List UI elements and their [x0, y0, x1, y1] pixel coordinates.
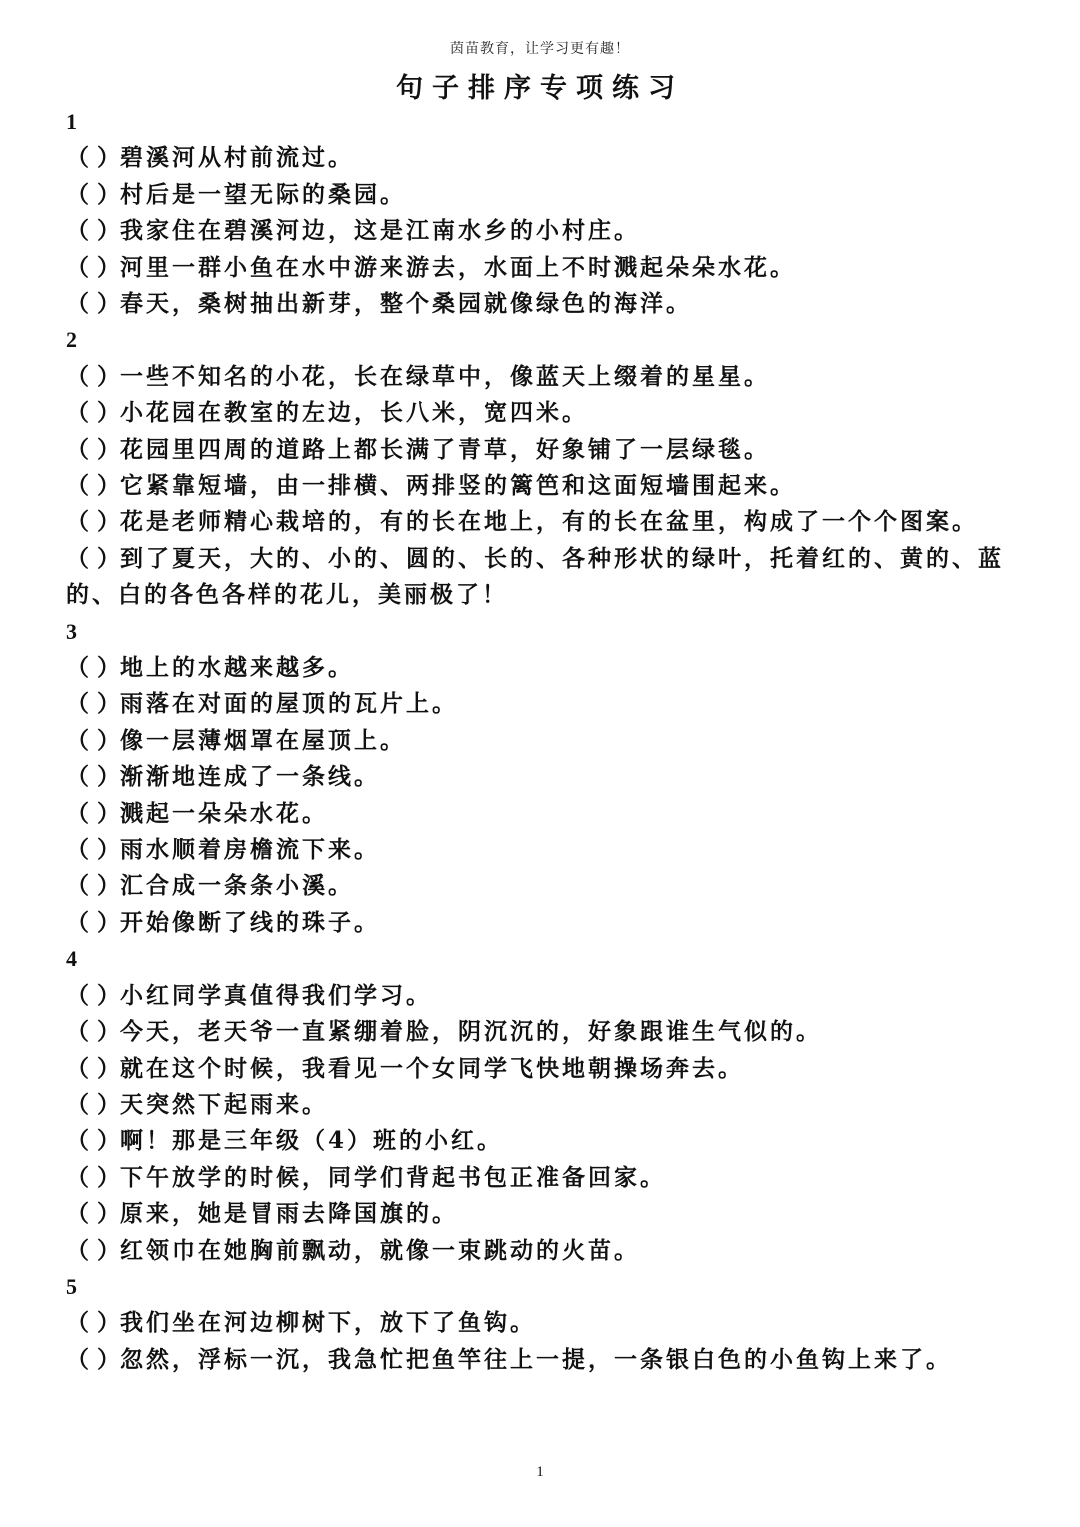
page-title: 句子排序专项练习 [396, 73, 684, 104]
answer-blank[interactable]: （ ） [66, 872, 121, 900]
section-number: 5 [66, 1273, 77, 1299]
ordering-item [66, 868, 1026, 904]
answer-blank[interactable]: （ ） [66, 1018, 121, 1046]
sentence-text: 小红同学真值得我们学习。 [120, 981, 433, 1009]
sentence-text: 村后是一望无际的桑园。 [120, 180, 407, 208]
ordering-item [66, 286, 1026, 322]
ordering-item [66, 978, 1026, 1014]
sentence-text: 雨落在对面的屋顶的瓦片上。 [120, 690, 459, 718]
answer-blank[interactable]: （ ） [66, 763, 121, 791]
ordering-item [66, 686, 1026, 722]
sentence-text: 花是老师精心栽培的，有的长在地上，有的长在盆里，构成了一个个图案。 [120, 508, 979, 536]
answer-blank[interactable]: （ ） [66, 1309, 121, 1337]
sentence-text: 小花园在教室的左边，长八米，宽四米。 [120, 399, 589, 427]
ordering-item [66, 1014, 1026, 1050]
ordering-item [66, 796, 1026, 832]
section-number: 2 [66, 327, 77, 353]
sentence-text: 我家住在碧溪河边，这是江南水乡的小村庄。 [120, 217, 641, 245]
ordering-item [66, 650, 1026, 686]
sentence-text: 我们坐在河边柳树下，放下了鱼钩。 [120, 1309, 537, 1337]
answer-blank[interactable]: （ ） [66, 544, 121, 572]
answer-blank[interactable]: （ ） [66, 1090, 121, 1118]
answer-blank[interactable]: （ ） [66, 1054, 121, 1082]
ordering-item [66, 759, 1026, 795]
answer-blank[interactable]: （ ） [66, 836, 121, 864]
ordering-item [66, 1342, 1026, 1378]
page-header: 茵苗教育，让学习更有趣！ [450, 41, 630, 57]
ordering-item [66, 213, 1026, 249]
answer-blank[interactable]: （ ） [66, 908, 121, 936]
sentence-text: 花园里四周的道路上都长满了青草，好象铺了一层绿毯。 [120, 435, 771, 463]
answer-blank[interactable]: （ ） [66, 290, 121, 318]
ordering-item [66, 177, 1026, 213]
answer-blank[interactable]: （ ） [66, 217, 121, 245]
answer-blank[interactable]: （ ） [66, 1236, 121, 1264]
sentence-text: 今天，老天爷一直紧绷着脸，阴沉沉的，好象跟谁生气似的。 [120, 1018, 823, 1046]
answer-blank[interactable]: （ ） [66, 253, 121, 281]
sentence-text: 地上的水越来越多。 [120, 654, 355, 682]
sentence-text: 雨水顺着房檐流下来。 [120, 836, 381, 864]
answer-blank[interactable]: （ ） [66, 1127, 121, 1155]
ordering-item [66, 1233, 1026, 1269]
sentence-text: 忽然，浮标一沉，我急忙把鱼竿往上一提，一条银白色的小鱼钩上来了。 [120, 1345, 953, 1373]
ordering-item [66, 1123, 1026, 1159]
sentence-text: 天突然下起雨来。 [120, 1090, 329, 1118]
sentence-text: 啊！那是三年级（4）班的小红。 [120, 1127, 504, 1155]
ordering-item [66, 905, 1026, 941]
answer-blank[interactable]: （ ） [66, 180, 121, 208]
ordering-item [66, 1160, 1026, 1196]
answer-blank[interactable]: （ ） [66, 362, 121, 390]
ordering-item [66, 504, 1026, 540]
answer-blank[interactable]: （ ） [66, 1163, 121, 1191]
ordering-item [66, 1305, 1026, 1341]
ordering-item [66, 140, 1026, 176]
sentence-text: 像一层薄烟罩在屋顶上。 [120, 726, 407, 754]
sentence-text: 碧溪河从村前流过。 [120, 144, 355, 172]
sentence-text: 到了夏天，大的、小的、圆的、长的、各种形状的绿叶，托着红的、黄的、蓝的、白的各色各样的花儿，美丽极了！ [66, 544, 1005, 609]
sentence-text: 河里一群小鱼在水中游来游去，水面上不时溅起朵朵水花。 [120, 253, 797, 281]
section-number: 3 [66, 618, 77, 644]
sentence-text: 溅起一朵朵水花。 [120, 799, 329, 827]
answer-blank[interactable]: （ ） [66, 1200, 121, 1228]
sentence-text: 它紧靠短墙，由一排横、两排竖的篱笆和这面短墙围起来。 [120, 472, 797, 500]
ordering-item [66, 1051, 1026, 1087]
ordering-item [66, 432, 1026, 468]
answer-blank[interactable]: （ ） [66, 472, 121, 500]
sentence-text: 一些不知名的小花，长在绿草中，像蓝天上缀着的星星。 [120, 362, 771, 390]
answer-blank[interactable]: （ ） [66, 1345, 121, 1373]
ordering-item [66, 541, 1026, 614]
exercise-content [66, 104, 1026, 1378]
sentence-text: 原来，她是冒雨去降国旗的。 [120, 1200, 459, 1228]
sentence-text: 下午放学的时候，同学们背起书包正准备回家。 [120, 1163, 667, 1191]
ordering-item [66, 359, 1026, 395]
sentence-text: 春天，桑树抽出新芽，整个桑园就像绿色的海洋。 [120, 290, 693, 318]
answer-blank[interactable]: （ ） [66, 981, 121, 1009]
ordering-item [66, 250, 1026, 286]
answer-blank[interactable]: （ ） [66, 435, 121, 463]
ordering-item [66, 1087, 1026, 1123]
section-number: 4 [66, 946, 77, 972]
answer-blank[interactable]: （ ） [66, 508, 121, 536]
sentence-text: 开始像断了线的珠子。 [120, 908, 381, 936]
page-number: 1 [536, 1464, 544, 1480]
ordering-item [66, 468, 1026, 504]
sentence-text: 渐渐地连成了一条线。 [120, 763, 381, 791]
answer-blank[interactable]: （ ） [66, 399, 121, 427]
sentence-text: 就在这个时候，我看见一个女同学飞快地朝操场奔去。 [120, 1054, 745, 1082]
answer-blank[interactable]: （ ） [66, 726, 121, 754]
sentence-text: 汇合成一条条小溪。 [120, 872, 355, 900]
section-number: 1 [66, 109, 77, 134]
ordering-item [66, 395, 1026, 431]
ordering-item [66, 723, 1026, 759]
answer-blank[interactable]: （ ） [66, 144, 121, 172]
ordering-item [66, 832, 1026, 868]
answer-blank[interactable]: （ ） [66, 654, 121, 682]
ordering-item [66, 1196, 1026, 1232]
answer-blank[interactable]: （ ） [66, 799, 121, 827]
sentence-text: 红领巾在她胸前飘动，就像一束跳动的火苗。 [120, 1236, 641, 1264]
answer-blank[interactable]: （ ） [66, 690, 121, 718]
